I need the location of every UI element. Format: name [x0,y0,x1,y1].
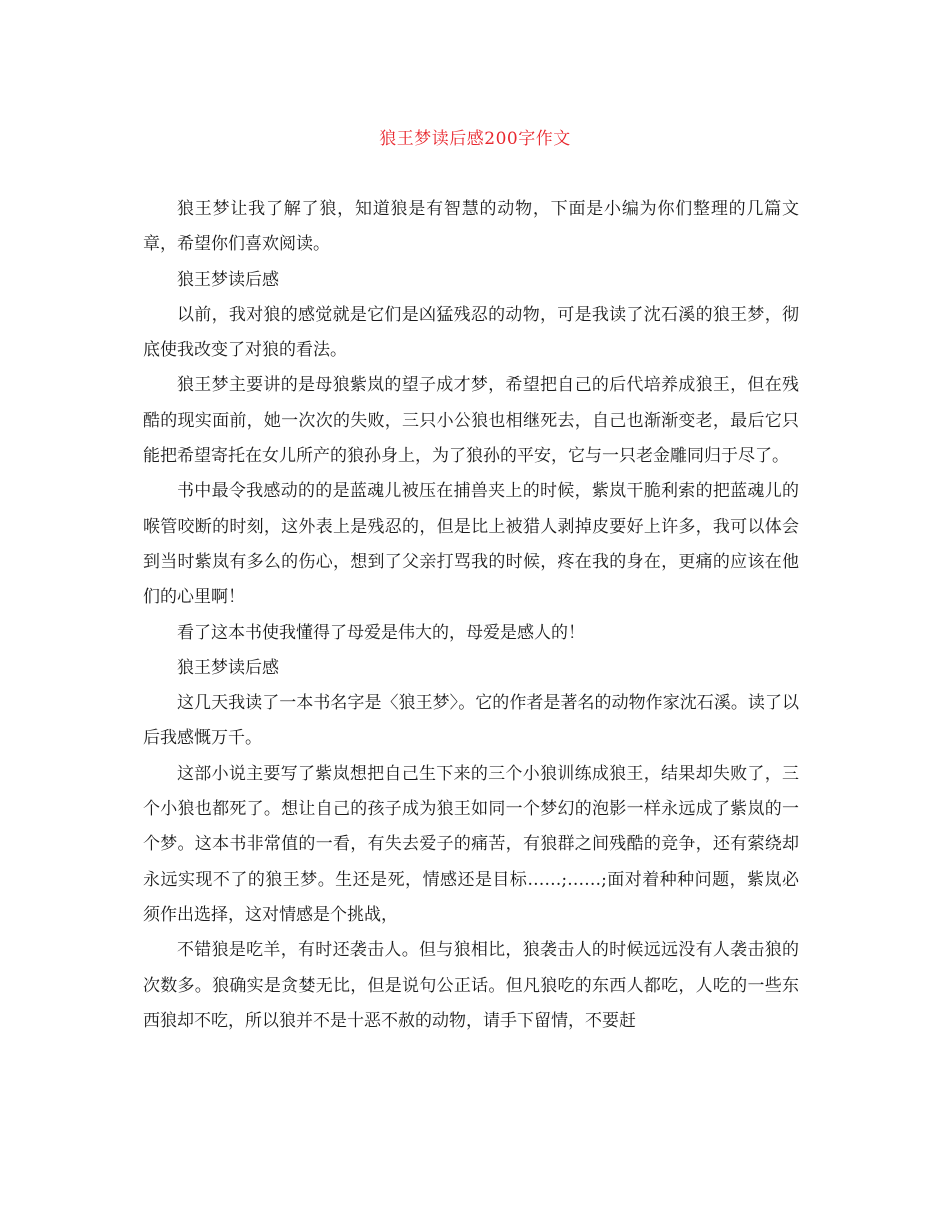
paragraph: 狼王梦主要讲的是母狼紫岚的望子成才梦，希望把自己的后代培养成狼王，但在残酷的现实面前，她一次次的失败，三只小公狼也相继死去，自己也渐渐变老，最后它只能把希望寄托在女儿所产的狼孙身上，为了狼孙的平安，它与一只老金雕同归于尽了。 [143,375,799,467]
paragraph: 这几天我读了一本书名字是〈狼王梦〉。它的作者是著名的动物作家沈石溪。读了以后我感慨万千。 [143,693,799,749]
paragraph: 书中最令我感动的的是蓝魂儿被压在捕兽夹上的时候，紫岚干脆利索的把蓝魂儿的喉管咬断的时刻，这外表上是残忍的，但是比上被猎人剥掉皮要好上许多，我可以体会到当时紫岚有多么的伤心，想到了父亲打骂我的时候，疼在我的身在，更痛的应该在他们的心里啊！ [143,481,799,608]
paragraph: 以前，我对狼的感觉就是它们是凶猛残忍的动物，可是我读了沈石溪的狼王梦，彻底使我改变了对狼的看法。 [143,304,799,361]
paragraph: 不错狼是吃羊，有时还袭击人。但与狼相比，狼袭击人的时候远远没有人袭击狼的次数多。狼确实是贪婪无比，但是说句公正话。但凡狼吃的东西人都吃，人吃的一些东西狼却不吃，所以狼并不是十恶不赦的动物，请手下留情，不要赶 [143,940,799,1031]
document-title: 狼王梦读后感200字作文 [379,129,571,149]
paragraph: 这部小说主要写了紫岚想把自己生下来的三个小狼训练成狼王，结果却失败了，三个小狼也都死了。想让自己的孩子成为狼王如同一个梦幻的泡影一样永远成了紫岚的一个梦。这本书非常值的一看，有失去爱子的痛苦，有狼群之间残酷的竞争，还有萦绕却永远实现不了的狼王梦。生还是死，情感还是目标……;……;面对着种种问题，紫岚必须作出选择，这对情感是个挑战， [143,763,799,925]
section-heading: 狼王梦读后感 [177,269,279,290]
document-body [143,192,799,1039]
section-heading: 狼王梦读后感 [177,657,279,678]
paragraph: 狼王梦让我了解了狼，知道狼是有智慧的动物，下面是小编为你们整理的几篇文章，希望你们喜欢阅读。 [143,199,799,255]
paragraph: 看了这本书使我懂得了母爱是伟大的，母爱是感人的！ [177,622,585,643]
